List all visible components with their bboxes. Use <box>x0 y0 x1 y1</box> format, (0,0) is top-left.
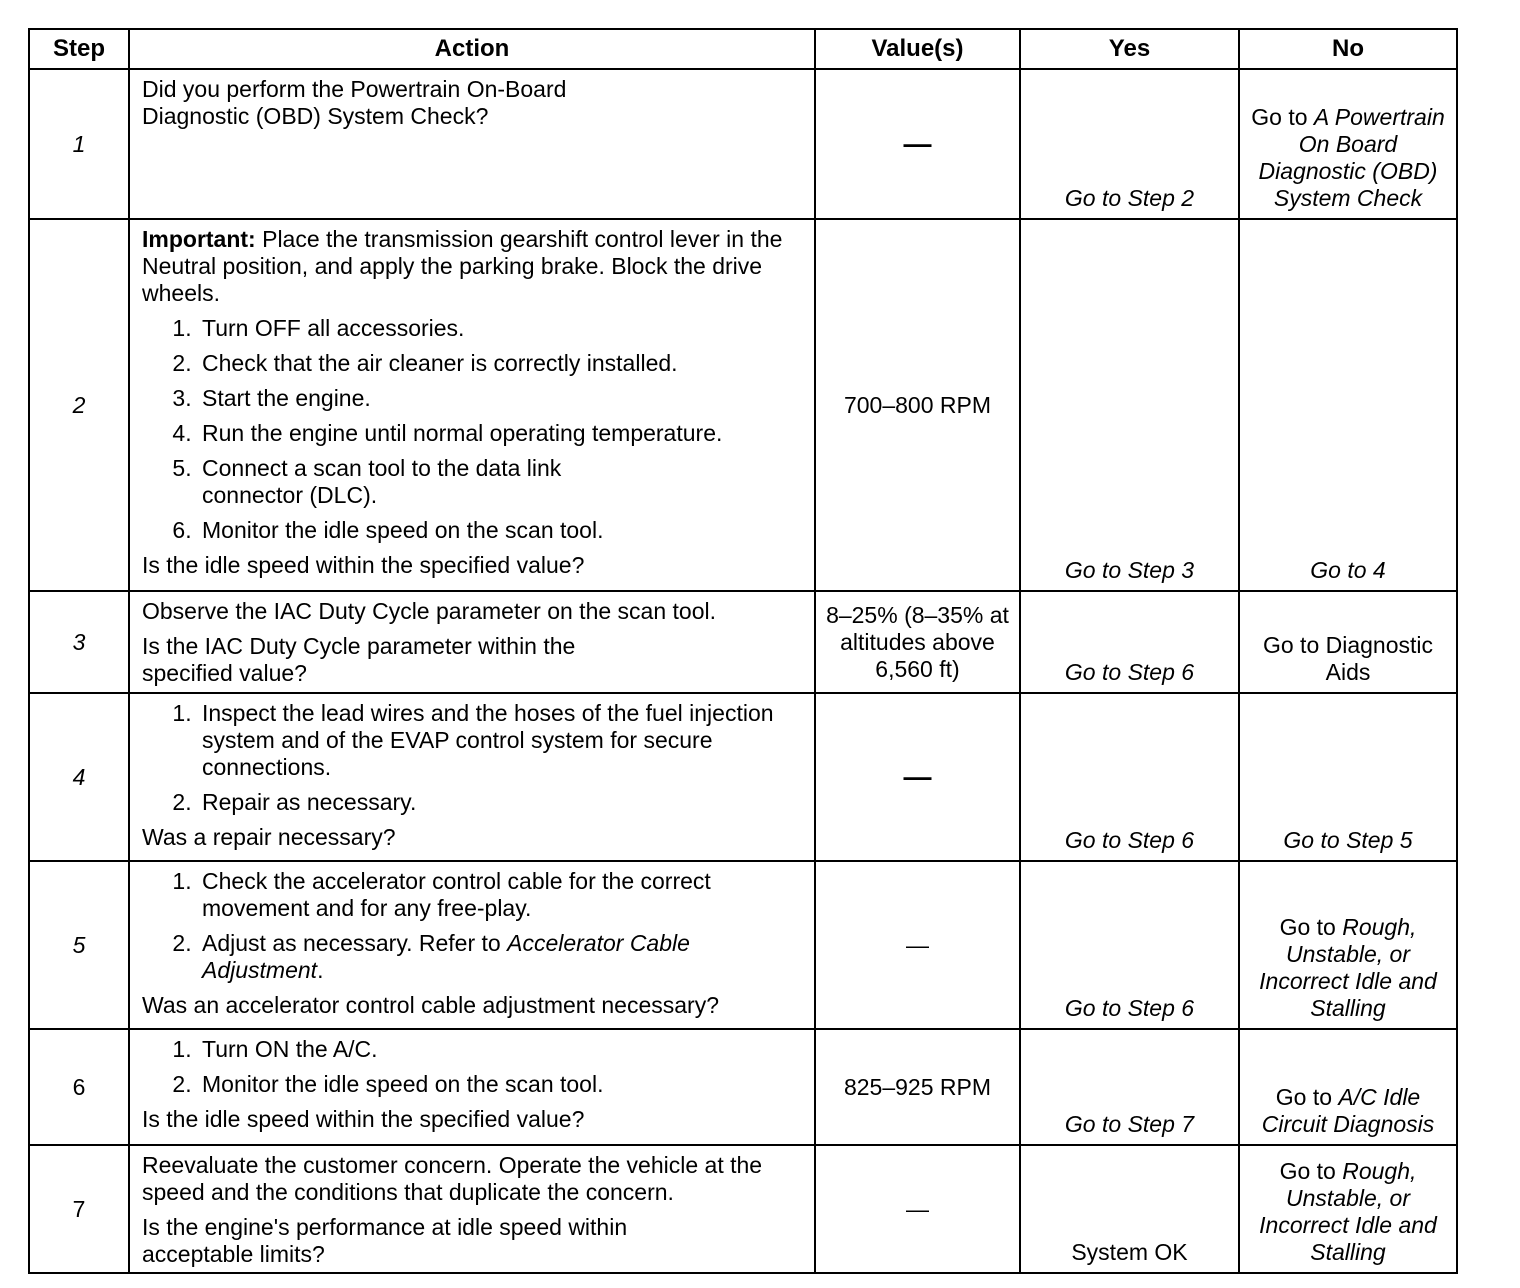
list-item-text: Adjust as necessary. Refer to <box>202 930 501 956</box>
value-cell: — <box>815 861 1020 1029</box>
no-link: Rough, Unstable, or Incorrect Idle and Stalling <box>1259 1158 1437 1265</box>
procedure-list <box>142 315 802 544</box>
header-action: Action <box>129 29 815 69</box>
action-cell <box>129 861 815 1029</box>
no-prefix: Go to <box>1251 104 1308 130</box>
table-row <box>29 1029 1457 1145</box>
action-cell <box>129 1029 815 1145</box>
value-cell: 8–25% (8–35% at altitudes above 6,560 ft) <box>815 591 1020 693</box>
list-item: 2. Repair as necessary. <box>198 789 802 816</box>
action-text: Reevaluate the customer concern. Operate the vehicle at the speed and the conditions that duplicate the concern. <box>142 1152 763 1205</box>
yes-cell: Go to Step 3 <box>1020 219 1239 591</box>
no-link: Rough, Unstable, or Incorrect Idle and Stalling <box>1259 914 1437 1021</box>
header-yes: Yes <box>1020 29 1239 69</box>
question-text: Is the IAC Duty Cycle parameter within the specified value? <box>142 633 576 686</box>
value-cell: 700–800 RPM <box>815 219 1020 591</box>
action-cell <box>129 591 815 693</box>
table-row <box>29 219 1457 591</box>
list-item: 2. Monitor the idle speed on the scan tool. <box>198 1071 802 1098</box>
step-number: 5 <box>29 861 129 1029</box>
no-prefix: Go to <box>1279 1158 1336 1184</box>
yes-cell: Go to Step 2 <box>1020 69 1239 219</box>
action-cell <box>129 1145 815 1273</box>
step-number: 4 <box>29 693 129 861</box>
list-item: 1. Turn OFF all accessories. <box>198 315 802 342</box>
question-text: Was an accelerator control cable adjustment necessary? <box>142 992 719 1018</box>
header-row <box>29 29 1457 69</box>
no-cell: Go to Diagnostic Aids <box>1239 591 1457 693</box>
important-text: Place the transmission gearshift control lever in the Neutral position, and apply the parking brake. Block the drive wheels. <box>142 226 783 306</box>
yes-cell: Go to Step 6 <box>1020 861 1239 1029</box>
list-item: 4. Run the engine until normal operating temperature. <box>198 420 802 447</box>
step-number: 6 <box>29 1029 129 1145</box>
procedure-list <box>142 1036 802 1098</box>
list-item: 1. Inspect the lead wires and the hoses of the fuel injection system and of the EVAP control system for secure connections. <box>198 700 802 781</box>
header-step: Step <box>29 29 129 69</box>
no-cell <box>1239 69 1457 219</box>
question-text: Was a repair necessary? <box>142 824 396 850</box>
question-text: Is the idle speed within the specified value? <box>142 552 585 578</box>
diagnostic-table <box>28 28 1458 1274</box>
no-link: A Powertrain On Board Diagnostic (OBD) System Check <box>1258 104 1445 211</box>
yes-cell: Go to Step 6 <box>1020 591 1239 693</box>
table-row <box>29 1145 1457 1273</box>
table-row <box>29 861 1457 1029</box>
action-cell <box>129 69 815 219</box>
yes-cell: Go to Step 7 <box>1020 1029 1239 1145</box>
value-cell: 825–925 RPM <box>815 1029 1020 1145</box>
table-row <box>29 693 1457 861</box>
value-cell <box>815 69 1020 219</box>
list-item: 3. Start the engine. <box>198 385 802 412</box>
list-item: 1. Check the accelerator control cable for the correct movement and for any free-play. <box>198 868 802 922</box>
question-text: Is the engine's performance at idle speed within acceptable limits? <box>142 1214 628 1267</box>
important-note <box>142 226 802 307</box>
question-text: Is the idle speed within the specified value? <box>142 1106 585 1132</box>
list-item <box>198 930 802 984</box>
value-cell <box>815 693 1020 861</box>
no-cell <box>1239 861 1457 1029</box>
list-item-period: . <box>317 957 324 983</box>
yes-cell: System OK <box>1020 1145 1239 1273</box>
yes-cell: Go to Step 6 <box>1020 693 1239 861</box>
step-number: 1 <box>29 69 129 219</box>
value-text: — <box>903 760 932 792</box>
step-number: 3 <box>29 591 129 693</box>
header-no: No <box>1239 29 1457 69</box>
no-prefix: Go to <box>1279 914 1336 940</box>
action-text: Observe the IAC Duty Cycle parameter on the scan tool. <box>142 598 716 624</box>
no-prefix: Go to <box>1275 1084 1333 1110</box>
step-number: 7 <box>29 1145 129 1273</box>
action-cell <box>129 693 815 861</box>
header-values: Value(s) <box>815 29 1020 69</box>
no-cell: Go to Step 5 <box>1239 693 1457 861</box>
important-label: Important: <box>142 226 256 252</box>
step-number: 2 <box>29 219 129 591</box>
no-cell <box>1239 1145 1457 1273</box>
action-text: Did you perform the Powertrain On-Board Diagnostic (OBD) System Check? <box>142 76 567 129</box>
value-cell: — <box>815 1145 1020 1273</box>
no-cell: Go to 4 <box>1239 219 1457 591</box>
list-item: 1. Turn ON the A/C. <box>198 1036 802 1063</box>
action-cell <box>129 219 815 591</box>
list-item: 2. Check that the air cleaner is correctly installed. <box>198 350 802 377</box>
table-row <box>29 591 1457 693</box>
list-item: 6. Monitor the idle speed on the scan tool. <box>198 517 802 544</box>
procedure-list <box>142 700 802 816</box>
procedure-list <box>142 868 802 984</box>
no-link: A/C Idle Circuit Diagnosis <box>1261 1084 1435 1137</box>
no-cell <box>1239 1029 1457 1145</box>
reference-link: Accelerator Cable Adjustment <box>202 930 690 983</box>
value-text: — <box>903 127 932 159</box>
list-item: 5. Connect a scan tool to the data link connector (DLC). <box>198 455 612 509</box>
table-row <box>29 69 1457 219</box>
